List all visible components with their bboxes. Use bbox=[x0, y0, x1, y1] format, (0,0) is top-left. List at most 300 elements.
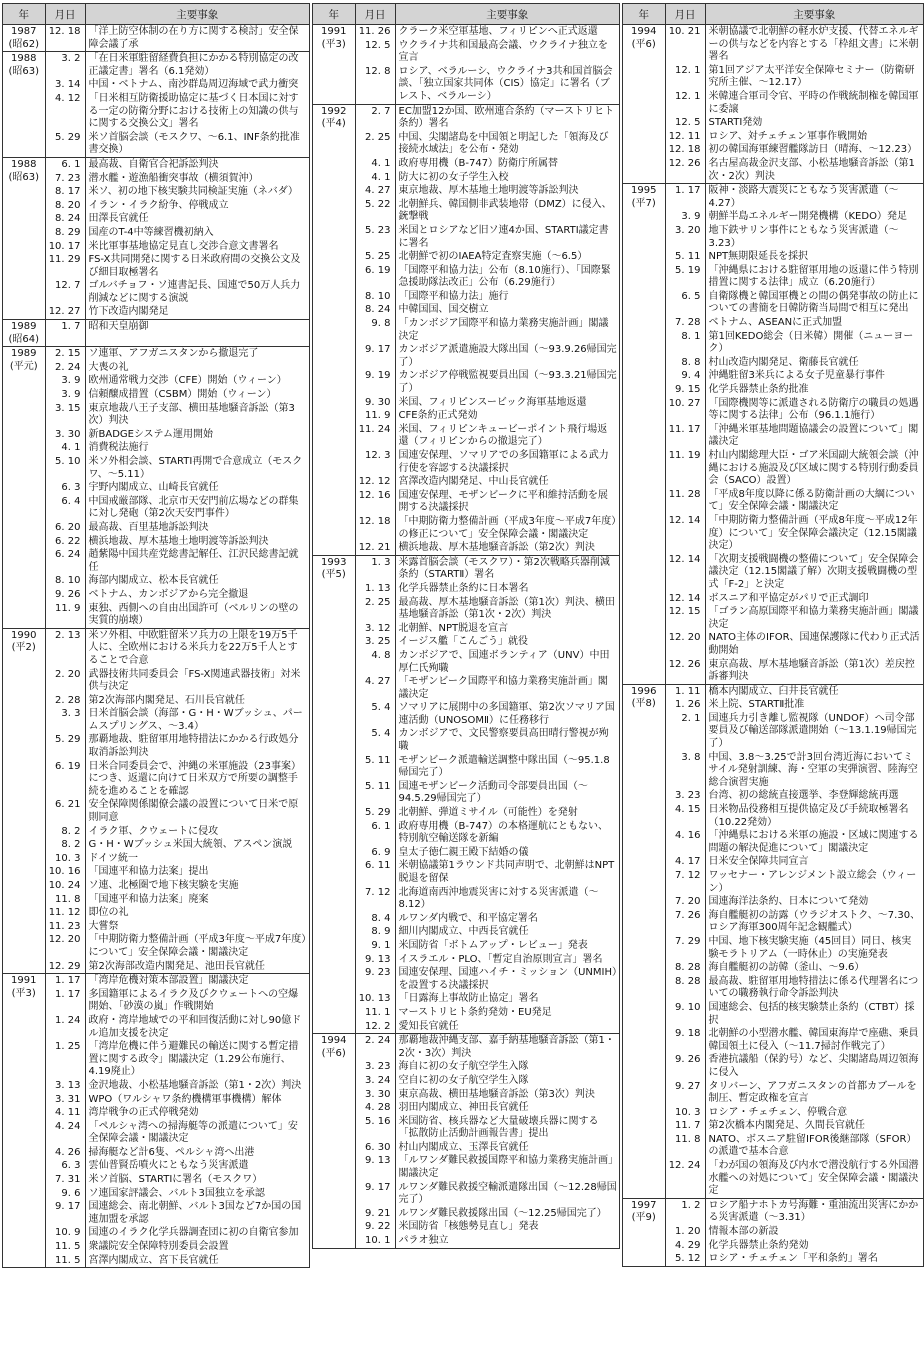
event-cell: 北朝鮮、NPT脱退を宣言 bbox=[398, 622, 509, 634]
date-cell: 3. 2 bbox=[45, 52, 85, 79]
date-cell: 9. 27 bbox=[665, 1080, 705, 1106]
table-row bbox=[313, 423, 619, 449]
table-row bbox=[313, 939, 619, 953]
year-cell: 1991 (平3) bbox=[313, 25, 355, 105]
event-cell: 国連総会、南北朝鮮、バルト3国など7か国の国連加盟を承認 bbox=[88, 1201, 302, 1225]
table-row bbox=[3, 906, 309, 920]
table-row bbox=[313, 649, 619, 675]
event-cell: 第2次海部改造内閣発足、池田長官就任 bbox=[88, 960, 265, 972]
event-cell: 「ペルシャ湾への掃海艇等の派遣について」安全保障会議・閣議決定 bbox=[88, 1120, 298, 1145]
date-cell: 3. 31 bbox=[45, 1093, 85, 1107]
event-cell: 中国、地下核実験実施（45回目）同日、核実験モラトリアム（一時休止）の実施発表 bbox=[708, 935, 912, 960]
date-cell: 7. 12 bbox=[665, 869, 705, 895]
date-cell: 6. 19 bbox=[355, 264, 395, 290]
table-row bbox=[623, 210, 923, 224]
table-row bbox=[623, 751, 923, 790]
table-row bbox=[313, 754, 619, 780]
event-cell: ベトナム、カンボジアから完全撤退 bbox=[88, 588, 249, 600]
table-row bbox=[623, 631, 923, 657]
event-cell: 国連安保理、ソマリアでの多国籍軍による武力行使を容認する決議採択 bbox=[398, 450, 609, 474]
event-cell: 地下鉄サリン事件にともなう災害派遣（～3.23） bbox=[708, 224, 899, 249]
table-row bbox=[3, 52, 309, 79]
date-cell: 12. 18 bbox=[665, 143, 705, 157]
table-row bbox=[3, 441, 309, 455]
table-row bbox=[313, 992, 619, 1006]
table-row bbox=[313, 1020, 619, 1034]
date-cell: 5. 22 bbox=[355, 198, 395, 224]
event-cell: 「在日米軍駐留経費負担にかかる特別協定の改正議定書」署名（6.1発効） bbox=[85, 52, 309, 79]
event-cell: 第1回アジア太平洋安全保障セミナー（防衛研究所主催、～12.17） bbox=[708, 64, 915, 89]
date-cell: 12. 14 bbox=[665, 592, 705, 606]
date-cell: 9. 23 bbox=[355, 966, 395, 992]
table-row bbox=[623, 553, 923, 592]
event-cell: 空自に初の女子航空学生入隊 bbox=[398, 1074, 529, 1086]
date-cell: 9. 22 bbox=[355, 1220, 395, 1234]
table-row bbox=[623, 1106, 923, 1120]
event-cell: 国連兵力引き離し監視隊（UNDOF）へ司令部要員及び輸送部隊派遣開始（～13.1.19帰国完了） bbox=[708, 712, 917, 750]
event-cell: G・H・Wブッシュ米国大統領、アスペン演説 bbox=[88, 839, 293, 851]
date-cell: 4. 15 bbox=[665, 803, 705, 829]
date-cell: 12. 5 bbox=[355, 39, 395, 65]
table-row bbox=[313, 343, 619, 369]
date-cell: 10. 27 bbox=[665, 397, 705, 423]
event-cell: 即位の礼 bbox=[88, 907, 129, 919]
date-cell: 11. 8 bbox=[665, 1133, 705, 1159]
table-row bbox=[3, 279, 309, 305]
table-row bbox=[313, 1060, 619, 1074]
event-cell: 情報本部の新設 bbox=[708, 1226, 779, 1238]
table-row bbox=[3, 78, 309, 92]
date-cell: 2. 25 bbox=[355, 131, 395, 157]
date-cell: 1. 3 bbox=[355, 555, 395, 582]
event-cell: 「沖縄県における米軍の施設・区域に関連する問題の解決促進について」閣議決定 bbox=[708, 830, 919, 854]
event-cell: FS-X共同開発に関する日米政府間の交換公文及び細目取極署名 bbox=[88, 254, 301, 278]
event-cell: 米国とロシアなど旧ソ連4か国、STARTⅠ議定書に署名 bbox=[398, 224, 609, 249]
event-cell: 欧州通常戦力交渉（CFE）開始（ウィーン） bbox=[88, 375, 287, 387]
date-cell: 1. 2 bbox=[665, 1198, 705, 1225]
date-cell: 9. 17 bbox=[45, 1200, 85, 1226]
table-row bbox=[313, 1074, 619, 1088]
table-row bbox=[623, 316, 923, 330]
table-row bbox=[313, 489, 619, 515]
event-cell: NATO主体のIFOR、国連保護隊に代わり正式活動開始 bbox=[708, 632, 920, 656]
event-cell: 名古屋高裁金沢支部、小松基地騒音訴訟（第1次・2次）判決 bbox=[708, 157, 915, 182]
table-row bbox=[313, 1207, 619, 1221]
date-cell: 6. 5 bbox=[665, 290, 705, 316]
date-cell: 8. 9 bbox=[355, 925, 395, 939]
date-cell: 9. 10 bbox=[665, 1001, 705, 1027]
table-row bbox=[3, 172, 309, 186]
table-row bbox=[623, 1133, 923, 1159]
date-cell: 10. 3 bbox=[665, 1106, 705, 1120]
event-cell: 阪神・淡路大震災にともなう災害派遣（～4.27） bbox=[705, 184, 923, 211]
date-cell: 7. 12 bbox=[355, 886, 395, 912]
event-cell: 東京高裁、厚木基地騒音訴訟（第1次）差戻控訴審判決 bbox=[708, 658, 915, 683]
table-row bbox=[3, 535, 309, 549]
table-row bbox=[623, 698, 923, 712]
date-cell: 12. 12 bbox=[355, 475, 395, 489]
date-cell: 5. 11 bbox=[665, 250, 705, 264]
date-cell: 12. 2 bbox=[355, 1020, 395, 1034]
table-row bbox=[3, 1120, 309, 1146]
table-row bbox=[623, 803, 923, 829]
date-cell: 5. 29 bbox=[355, 806, 395, 820]
event-cell: 横浜地裁、厚木基地土地明渡等訴訟判決 bbox=[88, 535, 269, 547]
date-cell: 1. 20 bbox=[665, 1225, 705, 1239]
table-row bbox=[3, 374, 309, 388]
table-row bbox=[313, 675, 619, 701]
date-cell: 4. 16 bbox=[665, 829, 705, 855]
date-cell: 4. 12 bbox=[45, 92, 85, 131]
date-cell: 9. 17 bbox=[355, 343, 395, 369]
table-row bbox=[3, 92, 309, 131]
event-cell: カンボジアで、文民警察要員高田晴行警視が殉職 bbox=[398, 728, 609, 753]
event-cell: 「沖縄米軍基地問題協議会の設置について」閣議決定 bbox=[708, 423, 919, 448]
date-cell: 6. 3 bbox=[45, 1159, 85, 1173]
table-row bbox=[3, 694, 309, 708]
table-row bbox=[3, 920, 309, 934]
table-row bbox=[3, 1146, 309, 1160]
date-cell: 5. 23 bbox=[355, 224, 395, 250]
date-cell: 1. 11 bbox=[665, 684, 705, 698]
table-row bbox=[623, 684, 923, 698]
event-cell: 米ソ首脳会談（モスクワ、～6.1、INF条約批准書交換） bbox=[88, 131, 300, 156]
table-row bbox=[623, 909, 923, 935]
date-cell: 3. 15 bbox=[45, 402, 85, 428]
date-cell: 1. 24 bbox=[45, 1014, 85, 1040]
date-cell: 9. 13 bbox=[355, 1154, 395, 1180]
event-cell: 「日露海上事故防止協定」署名 bbox=[398, 993, 539, 1005]
date-cell: 8. 24 bbox=[45, 212, 85, 226]
date-cell: 11. 28 bbox=[665, 488, 705, 514]
table-row bbox=[313, 859, 619, 885]
table-row bbox=[3, 760, 309, 799]
date-header: 月日 bbox=[665, 4, 705, 25]
date-cell: 10. 1 bbox=[355, 1234, 395, 1248]
date-cell: 4. 8 bbox=[355, 649, 395, 675]
event-cell: 大喪の礼 bbox=[88, 361, 129, 373]
table-row bbox=[623, 64, 923, 90]
event-cell: 北朝鮮で初のIAEA特定査察実施（～6.5） bbox=[398, 251, 588, 263]
table-row bbox=[313, 65, 619, 104]
event-cell: 日米物品役務相互提供協定及び手続取極署名（10.22発効） bbox=[708, 804, 909, 828]
table-row bbox=[3, 305, 309, 319]
date-cell: 12. 14 bbox=[665, 514, 705, 553]
event-cell: 「国際機関等に派遣される防衛庁の職員の処遇等に関する法律」公布（96.1.1施行） bbox=[708, 397, 919, 422]
year-cell: 1991 (平3) bbox=[3, 974, 45, 1268]
event-cell: 「湾岸危機に伴う避難民の輸送に関する暫定措置に関する政令」閣議決定（1.29公布施行、4.19廃止） bbox=[88, 1041, 299, 1078]
event-cell: 最高裁、百里基地訴訟判決 bbox=[88, 521, 209, 533]
event-cell: 国連海洋法条約、日本について発効 bbox=[708, 896, 869, 908]
date-cell: 4. 1 bbox=[355, 157, 395, 171]
date-cell: 5. 12 bbox=[665, 1252, 705, 1266]
event-cell: 化学兵器禁止条約に日本署名 bbox=[398, 582, 529, 594]
table-row bbox=[313, 1115, 619, 1141]
date-cell: 6. 1 bbox=[45, 157, 85, 171]
date-cell: 9. 26 bbox=[665, 1053, 705, 1079]
event-cell: 米国防省「核態勢見直し」発表 bbox=[398, 1221, 539, 1233]
table-row bbox=[3, 25, 309, 52]
chronology-column-2 bbox=[312, 3, 620, 1249]
event-cell: 海自艦艇初の訪露（ウラジオストク、～7.30、ロシア海軍300周年記念観艦式） bbox=[708, 909, 921, 934]
event-cell: 朝鮮半島エネルギー開発機構（KEDO）発足 bbox=[708, 211, 907, 223]
table-row bbox=[313, 806, 619, 820]
event-cell: 第1回KEDO総会（日米韓）開催（ニューヨーク） bbox=[708, 330, 914, 355]
year-cell: 1997 (平9) bbox=[623, 1198, 665, 1265]
table-row bbox=[3, 865, 309, 879]
table-row bbox=[313, 184, 619, 198]
event-cell: 政府専用機（B-747）防衛庁所属替 bbox=[398, 157, 559, 169]
table-row bbox=[623, 895, 923, 909]
table-row bbox=[313, 953, 619, 967]
event-cell: ソ連国家評議会、バルト3国独立を承認 bbox=[88, 1187, 265, 1199]
event-cell: ルワンダ難民救援隊出国（～12.25帰国完了） bbox=[398, 1207, 607, 1219]
chronology-column-1 bbox=[2, 3, 310, 1268]
table-row bbox=[313, 820, 619, 846]
table-row bbox=[313, 264, 619, 290]
table-row bbox=[623, 1252, 923, 1266]
table-row bbox=[623, 829, 923, 855]
event-header: 主要事象 bbox=[705, 4, 923, 25]
event-cell: 中国、尖閣諸島を中国領と明記した「領海及び接続水域法」を公布・発効 bbox=[398, 131, 609, 156]
date-cell: 1. 7 bbox=[45, 320, 85, 347]
event-cell: 中国戒厳部隊、北京市天安門前広場などの群集に対し発砲（第2次天安門事件） bbox=[88, 495, 299, 520]
date-cell: 5. 4 bbox=[355, 727, 395, 753]
date-cell: 12. 8 bbox=[355, 65, 395, 104]
event-cell: 第2次海部内閣発足、石川長官就任 bbox=[88, 694, 245, 706]
date-cell: 8. 17 bbox=[45, 185, 85, 199]
chronology-table-2 bbox=[313, 4, 619, 1248]
table-row bbox=[3, 1226, 309, 1240]
table-row bbox=[313, 303, 619, 317]
table-row bbox=[623, 397, 923, 423]
date-cell: 5. 29 bbox=[45, 733, 85, 759]
table-row bbox=[3, 574, 309, 588]
date-cell: 5. 4 bbox=[355, 701, 395, 727]
date-cell: 2. 7 bbox=[355, 104, 395, 131]
table-row bbox=[3, 495, 309, 521]
event-cell: 国連安保理、国連ハイチ・ミッション（UNMIH）を設置する決議採択 bbox=[398, 967, 617, 991]
event-cell: 東独、西側への自由出国許可（ベルリンの壁の実質的崩壊） bbox=[88, 602, 299, 627]
event-cell: 海自に初の女子航空学生入隊 bbox=[398, 1061, 529, 1073]
date-cell: 3. 24 bbox=[355, 1074, 395, 1088]
date-cell: 3. 9 bbox=[45, 374, 85, 388]
date-cell: 9. 15 bbox=[665, 383, 705, 397]
event-cell: イラン・イラク紛争、停戦成立 bbox=[88, 199, 229, 211]
table-row bbox=[3, 226, 309, 240]
table-row bbox=[313, 555, 619, 582]
date-cell: 12. 3 bbox=[355, 449, 395, 475]
date-cell: 9. 30 bbox=[355, 396, 395, 410]
date-cell: 2. 25 bbox=[355, 596, 395, 622]
date-cell: 9. 17 bbox=[355, 1181, 395, 1207]
table-row bbox=[623, 975, 923, 1001]
event-cell: ロシア、対チェチェン軍事作戦開始 bbox=[708, 130, 868, 142]
date-cell: 11. 9 bbox=[355, 409, 395, 423]
event-cell: モザンビーク派遣輸送調整中隊出国（～95.1.8帰国完了） bbox=[398, 754, 610, 779]
event-cell: 信頼醸成措置（CSBM）開始（ウィーン） bbox=[88, 389, 277, 401]
year-cell: 1992 (平4) bbox=[313, 104, 355, 555]
year-cell: 1987 (昭62) bbox=[3, 25, 45, 52]
table-row bbox=[623, 488, 923, 514]
event-cell: 昭和天皇崩御 bbox=[85, 320, 309, 347]
chronology-body bbox=[313, 25, 619, 1248]
date-cell: 12. 11 bbox=[665, 130, 705, 144]
event-cell: 沖縄駐留3米兵による女子児童暴行事件 bbox=[708, 370, 885, 382]
table-row bbox=[623, 605, 923, 631]
event-cell: 村山内閣成立、玉澤長官就任 bbox=[398, 1141, 529, 1153]
date-cell: 12. 16 bbox=[355, 489, 395, 515]
event-cell: 東京地裁八王子支部、横田基地騒音訴訟（第3次）判決 bbox=[88, 402, 295, 427]
date-cell: 3. 13 bbox=[45, 1079, 85, 1093]
event-cell: 初の韓国海軍練習艦隊訪日（晴海、～12.23） bbox=[708, 144, 918, 156]
event-cell: 「湾岸危機対策本部設置」閣議決定 bbox=[85, 974, 309, 988]
event-cell: 国連総会、包括的核実験禁止条約（CTBT）採択 bbox=[708, 1001, 915, 1026]
table-row bbox=[3, 893, 309, 907]
date-cell: 11. 1 bbox=[355, 1006, 395, 1020]
date-cell: 3. 23 bbox=[665, 789, 705, 803]
event-cell: ルワンダ難民救援空輸派遣隊出国（～12.28帰国完了） bbox=[398, 1181, 617, 1206]
year-cell: 1988 (昭63) bbox=[3, 52, 45, 158]
table-row bbox=[3, 628, 309, 667]
event-cell: 米国、フィリピンキュービーポイント飛行場返還（フィリピンからの撤退完了） bbox=[398, 423, 608, 448]
table-row bbox=[313, 1101, 619, 1115]
event-cell: ワッセナー・アレンジメント設立総会（ウィーン） bbox=[708, 870, 917, 894]
table-row bbox=[313, 780, 619, 806]
date-cell: 10. 16 bbox=[45, 865, 85, 879]
table-row bbox=[3, 131, 309, 158]
event-cell: 「カンボジア国際平和協力業務実施計画」閣議決定 bbox=[398, 318, 609, 342]
date-cell: 9. 21 bbox=[355, 1207, 395, 1221]
chronology-body bbox=[623, 25, 923, 1266]
table-row bbox=[623, 789, 923, 803]
event-cell: 新BADGEシステム運用開始 bbox=[88, 428, 213, 440]
table-row bbox=[3, 347, 309, 361]
date-cell: 12. 1 bbox=[665, 90, 705, 116]
date-cell: 6. 4 bbox=[45, 495, 85, 521]
date-cell: 4. 17 bbox=[665, 855, 705, 869]
table-row bbox=[3, 240, 309, 254]
event-cell: 台湾、初の総統直接選挙、李登輝総統再選 bbox=[708, 790, 899, 802]
year-cell: 1989 (昭64) bbox=[3, 320, 45, 347]
table-row bbox=[623, 961, 923, 975]
date-cell: 10. 3 bbox=[45, 852, 85, 866]
date-cell: 11. 26 bbox=[355, 25, 395, 39]
event-cell: カンボジアで、国連ボランティア（UNV）中田厚仁氏殉職 bbox=[398, 649, 610, 674]
date-cell: 9. 26 bbox=[45, 588, 85, 602]
date-cell: 11. 17 bbox=[665, 423, 705, 449]
date-cell: 12. 18 bbox=[45, 25, 85, 52]
date-cell: 11. 7 bbox=[665, 1119, 705, 1133]
date-cell: 3. 3 bbox=[45, 707, 85, 733]
table-row bbox=[313, 925, 619, 939]
table-row bbox=[313, 369, 619, 395]
table-row bbox=[313, 39, 619, 65]
date-cell: 6. 30 bbox=[355, 1141, 395, 1155]
date-cell: 7. 31 bbox=[45, 1173, 85, 1187]
year-cell: 1989 (平元) bbox=[3, 347, 45, 628]
date-cell: 6. 9 bbox=[355, 846, 395, 860]
date-cell: 4. 1 bbox=[355, 171, 395, 185]
date-cell: 11. 5 bbox=[45, 1254, 85, 1268]
table-row bbox=[3, 1200, 309, 1226]
table-row bbox=[3, 1254, 309, 1268]
event-cell: 「モザンビーク国際平和協力業務実施計画」閣議決定 bbox=[398, 676, 608, 700]
event-cell: 「国連平和協力法案」廃案 bbox=[88, 893, 209, 905]
date-cell: 1. 26 bbox=[665, 698, 705, 712]
date-cell: 3. 20 bbox=[665, 224, 705, 250]
event-cell: 中韓国国、国交樹立 bbox=[398, 304, 489, 316]
event-cell: 「日米相互防衛援助協定に基づく日本国に対する一定の防衛分野における技術上の知識の供与に関する交換公文」署名 bbox=[88, 92, 299, 130]
date-cell: 6. 20 bbox=[45, 521, 85, 535]
event-cell: 安全保障関係閣僚会議の設置について日米で原則同意 bbox=[88, 799, 299, 824]
date-cell: 12. 20 bbox=[45, 933, 85, 959]
date-cell: 5. 19 bbox=[665, 264, 705, 290]
date-cell: 3. 9 bbox=[665, 210, 705, 224]
table-row bbox=[623, 130, 923, 144]
table-row bbox=[3, 1187, 309, 1201]
date-cell: 6. 3 bbox=[45, 481, 85, 495]
chronology-body bbox=[3, 25, 309, 1268]
table-row bbox=[313, 409, 619, 423]
event-cell: 「洋上防空体制の在り方に関する検討」安全保障会議了承 bbox=[88, 26, 299, 50]
event-cell: 米上院、STARTⅡ批准 bbox=[708, 699, 805, 711]
table-row bbox=[313, 1088, 619, 1102]
event-cell: 田澤長官就任 bbox=[88, 213, 149, 225]
event-cell: 米国、フィリピンスービック海軍基地返還 bbox=[398, 396, 587, 408]
year-header: 年 bbox=[3, 4, 45, 25]
event-cell: 米国防省、核兵器など大量破壊兵器に関する「拡散防止活動計画報告書」提出 bbox=[398, 1115, 599, 1140]
table-header-row bbox=[623, 4, 923, 25]
table-row bbox=[623, 290, 923, 316]
date-cell: 5. 25 bbox=[355, 250, 395, 264]
table-row bbox=[3, 253, 309, 279]
date-cell: 5. 29 bbox=[45, 131, 85, 158]
event-cell: 日米安全保障共同宣言 bbox=[708, 856, 809, 868]
event-cell: EC加盟12か国、欧州連合条約（マーストリヒト条約）署名 bbox=[395, 104, 619, 131]
table-row bbox=[313, 596, 619, 622]
event-cell: 金沢地裁、小松基地騒音訴訟（第1・2次）判決 bbox=[88, 1079, 302, 1091]
table-row bbox=[623, 1053, 923, 1079]
date-cell: 1. 13 bbox=[355, 582, 395, 596]
table-row bbox=[3, 1040, 309, 1079]
event-cell: STARTⅠ発効 bbox=[708, 117, 763, 129]
event-cell: ソ連軍、アフガニスタンから撤退完了 bbox=[85, 347, 309, 361]
table-row bbox=[3, 588, 309, 602]
date-cell: 4. 11 bbox=[45, 1106, 85, 1120]
event-cell: 細川内閣成立、中西長官就任 bbox=[398, 926, 529, 938]
date-cell: 1. 17 bbox=[45, 974, 85, 988]
date-cell: 4. 24 bbox=[45, 1120, 85, 1146]
event-cell: パラオ独立 bbox=[398, 1235, 449, 1247]
event-cell: 「平成8年度以降に係る防衛計画の大綱について」安全保障会議・閣議決定 bbox=[708, 488, 915, 513]
date-cell: 8. 2 bbox=[45, 838, 85, 852]
table-row bbox=[313, 198, 619, 224]
date-cell: 12. 26 bbox=[665, 157, 705, 184]
table-row bbox=[623, 90, 923, 116]
event-cell: 最高裁、駐留軍用地特措法に係る代理署名についての職務執行命令訴訟判決 bbox=[708, 975, 919, 1000]
date-cell: 12. 5 bbox=[665, 116, 705, 130]
date-cell: 8. 28 bbox=[665, 975, 705, 1001]
event-cell: ロシア・チェチェン「平和条約」署名 bbox=[708, 1253, 878, 1265]
date-cell: 6. 1 bbox=[355, 820, 395, 846]
date-cell: 2. 28 bbox=[45, 694, 85, 708]
date-cell: 5. 11 bbox=[355, 780, 395, 806]
event-cell: 宇野内閣成立、山崎長官就任 bbox=[88, 482, 219, 494]
table-row bbox=[623, 369, 923, 383]
event-cell: 羽田内閣成立、神田長官就任 bbox=[398, 1102, 529, 1114]
date-cell: 9. 8 bbox=[355, 317, 395, 343]
